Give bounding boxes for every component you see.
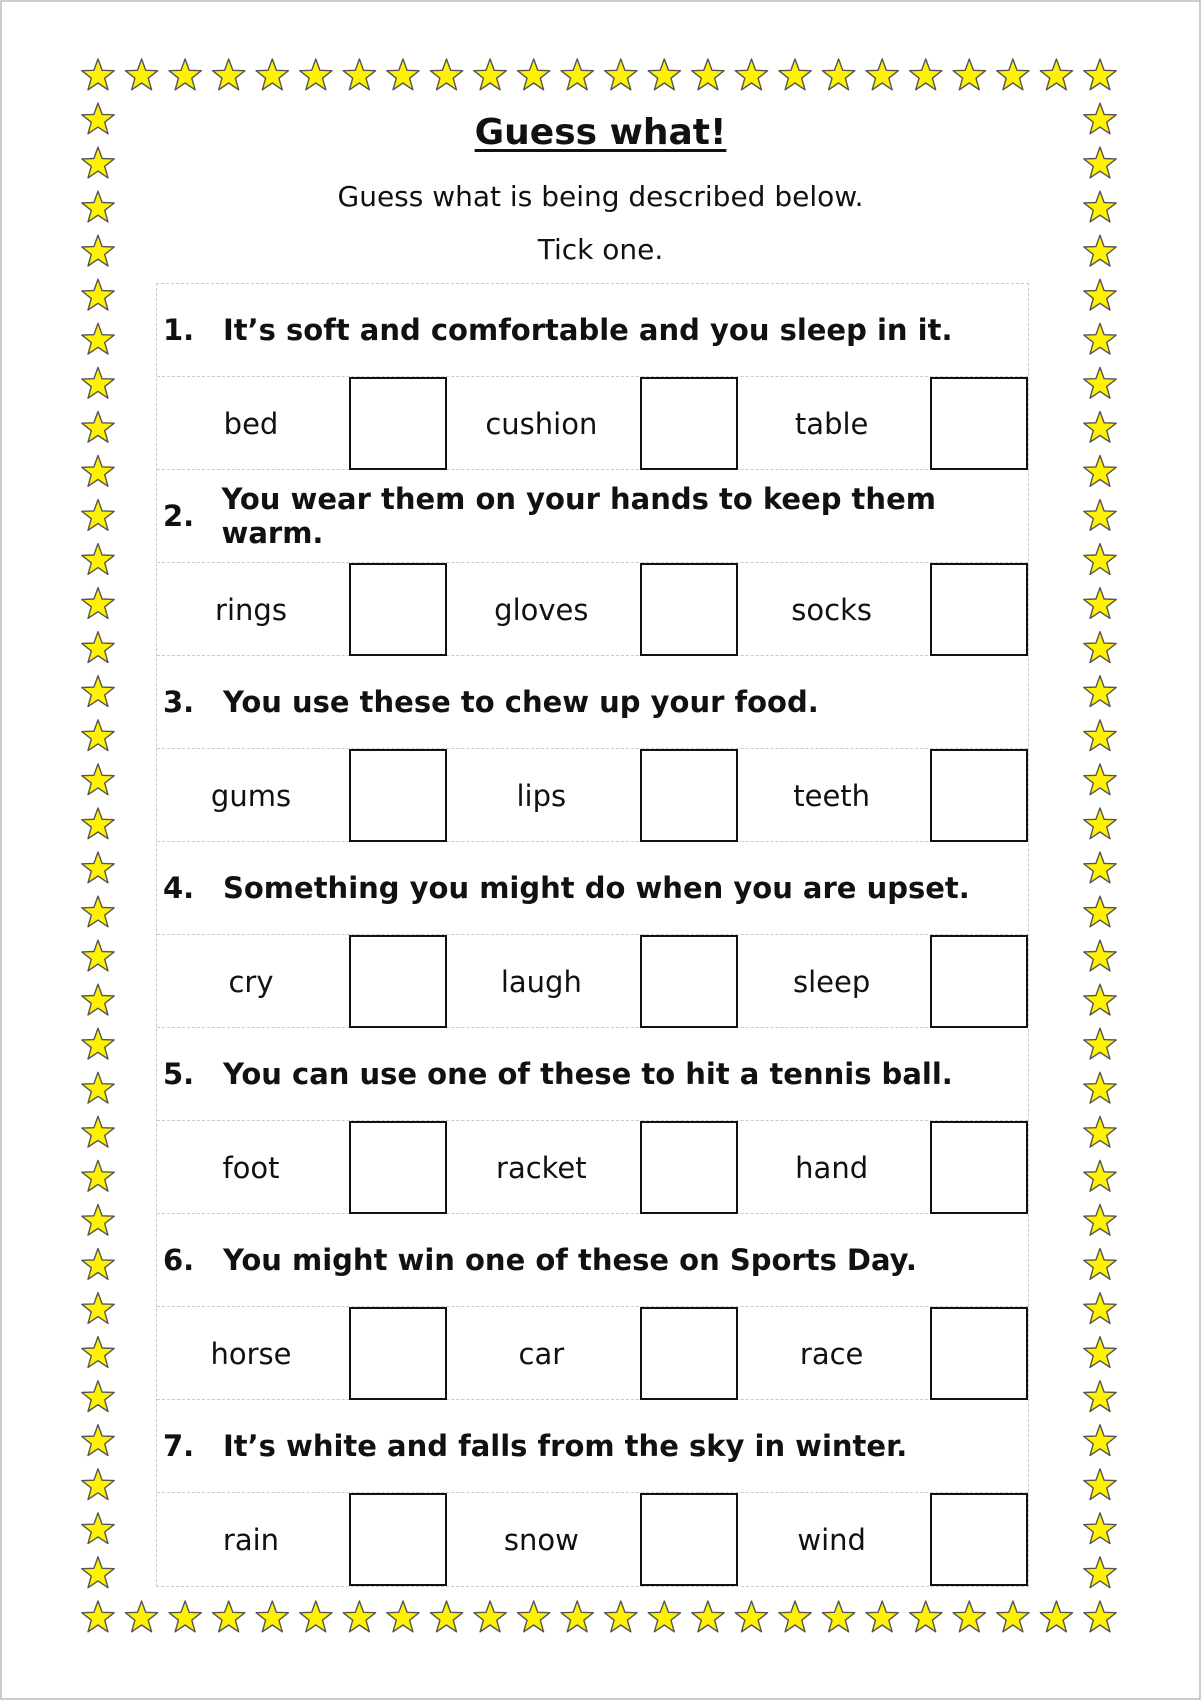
star-icon <box>692 1601 724 1632</box>
star-icon <box>1084 544 1116 575</box>
star-icon <box>953 59 985 90</box>
checkbox-icon[interactable] <box>640 1307 738 1400</box>
checkbox-icon[interactable] <box>349 563 447 656</box>
star-icon <box>82 1160 114 1191</box>
question-text: You might win one of these on Sports Day. <box>223 1243 917 1277</box>
question-number: 7. <box>163 1429 195 1463</box>
option-label: rings <box>215 592 287 627</box>
question-row <box>157 284 1028 377</box>
star-icon <box>1084 1513 1116 1544</box>
question-text: You use these to chew up your food. <box>223 685 819 719</box>
star-icon <box>1084 1557 1116 1588</box>
star-icon <box>82 544 114 575</box>
star-icon <box>822 1601 854 1632</box>
checkbox-icon[interactable] <box>930 749 1028 842</box>
star-icon <box>997 1601 1029 1632</box>
question-number: 1. <box>163 313 195 347</box>
question-row <box>157 842 1028 935</box>
option-cell <box>157 377 447 470</box>
star-icon <box>1084 412 1116 443</box>
option-cell <box>738 377 1028 470</box>
option-cell <box>157 563 447 656</box>
option-cell <box>447 1121 737 1214</box>
star-icon <box>1084 1072 1116 1103</box>
question-number: 3. <box>163 685 195 719</box>
option-label: race <box>799 1336 864 1371</box>
checkbox-icon[interactable] <box>349 377 447 470</box>
star-icon <box>648 59 680 90</box>
star-icon <box>82 1249 114 1280</box>
star-icon <box>300 59 332 90</box>
star-icon <box>82 852 114 883</box>
star-icon <box>82 1293 114 1324</box>
checkbox-icon[interactable] <box>349 1121 447 1214</box>
star-icon <box>1084 59 1116 90</box>
star-icon <box>648 1601 680 1632</box>
star-icon <box>213 59 245 90</box>
star-icon <box>779 59 811 90</box>
option-label: laugh <box>500 964 582 999</box>
star-icon <box>692 59 724 90</box>
star-icon <box>1084 1160 1116 1191</box>
star-icon <box>82 632 114 663</box>
checkbox-icon[interactable] <box>640 1493 738 1586</box>
star-icon <box>1084 1293 1116 1324</box>
star-icon <box>256 59 288 90</box>
star-icon <box>82 1513 114 1544</box>
star-icon <box>474 59 506 90</box>
option-cell <box>157 1307 447 1400</box>
worksheet-title: Guess what! <box>474 112 727 153</box>
option-label: rain <box>222 1522 280 1557</box>
question-row <box>157 1214 1028 1307</box>
checkbox-icon[interactable] <box>930 1493 1028 1586</box>
question-row <box>157 1400 1028 1493</box>
option-label: gums <box>210 778 292 813</box>
question-text: It’s white and falls from the sky in winter. <box>223 1429 908 1463</box>
star-icon <box>169 59 201 90</box>
option-cell <box>447 1493 737 1586</box>
option-label: bed <box>223 406 279 441</box>
question-text: It’s soft and comfortable and you sleep in it. <box>223 313 953 347</box>
star-icon <box>82 1072 114 1103</box>
checkbox-icon[interactable] <box>930 377 1028 470</box>
star-icon <box>779 1601 811 1632</box>
option-label: car <box>518 1336 565 1371</box>
star-icon <box>430 59 462 90</box>
star-icon <box>82 940 114 971</box>
star-icon <box>1084 852 1116 883</box>
star-icon <box>1084 720 1116 751</box>
star-icon <box>300 1601 332 1632</box>
star-icon <box>169 1601 201 1632</box>
option-cell <box>738 1121 1028 1214</box>
option-cell <box>157 935 447 1028</box>
star-icon <box>82 500 114 531</box>
star-icon <box>82 1337 114 1368</box>
option-cell <box>738 935 1028 1028</box>
star-icon <box>82 1557 114 1588</box>
star-icon <box>735 59 767 90</box>
star-icon <box>343 59 375 90</box>
checkbox-icon[interactable] <box>930 563 1028 656</box>
star-icon <box>1084 1205 1116 1236</box>
star-icon <box>1084 1601 1116 1632</box>
star-icon <box>430 1601 462 1632</box>
star-icon <box>866 1601 898 1632</box>
checkbox-icon[interactable] <box>640 377 738 470</box>
checkbox-icon[interactable] <box>349 749 447 842</box>
options-row <box>157 1307 1028 1400</box>
star-icon <box>82 367 114 398</box>
option-label: cry <box>228 964 274 999</box>
option-cell <box>738 749 1028 842</box>
star-icon <box>1084 676 1116 707</box>
star-icon <box>1084 1381 1116 1412</box>
star-icon <box>82 984 114 1015</box>
star-icon <box>1084 896 1116 927</box>
question-row <box>157 656 1028 749</box>
option-label: sleep <box>793 964 871 999</box>
option-cell <box>447 1307 737 1400</box>
star-icon <box>387 1601 419 1632</box>
star-icon <box>82 1028 114 1059</box>
star-icon <box>822 59 854 90</box>
options-row <box>157 1493 1028 1586</box>
question-text: Something you might do when you are upset. <box>223 871 970 905</box>
option-cell <box>157 749 447 842</box>
star-icon <box>1084 984 1116 1015</box>
star-icon <box>605 59 637 90</box>
option-cell <box>447 563 737 656</box>
star-icon <box>82 456 114 487</box>
star-icon <box>213 1601 245 1632</box>
checkbox-icon[interactable] <box>930 1307 1028 1400</box>
options-row <box>157 563 1028 656</box>
star-icon <box>82 1425 114 1456</box>
star-icon <box>82 1205 114 1236</box>
star-icon <box>82 1116 114 1147</box>
question-text: You wear them on your hands to keep them warm. <box>221 482 936 550</box>
question-number: 4. <box>163 871 195 905</box>
option-label: hand <box>795 1150 869 1185</box>
question-row <box>157 1028 1028 1121</box>
option-label: wind <box>797 1522 866 1557</box>
option-cell <box>447 935 737 1028</box>
question-grid <box>156 283 1029 1587</box>
star-icon <box>1084 1337 1116 1368</box>
star-icon <box>82 323 114 354</box>
star-icon <box>1040 59 1072 90</box>
options-row <box>157 377 1028 470</box>
star-icon <box>1084 808 1116 839</box>
star-icon <box>518 1601 550 1632</box>
option-cell <box>447 749 737 842</box>
star-icon <box>561 1601 593 1632</box>
star-icon <box>1084 1116 1116 1147</box>
star-icon <box>82 676 114 707</box>
option-cell <box>738 1307 1028 1400</box>
star-icon <box>474 1601 506 1632</box>
checkbox-icon[interactable] <box>640 935 738 1028</box>
star-icon <box>82 720 114 751</box>
option-label: racket <box>496 1150 587 1185</box>
star-icon <box>1084 1469 1116 1500</box>
option-label: snow <box>503 1522 579 1557</box>
instruction-line-1: Guess what is being described below. <box>337 180 864 213</box>
star-icon <box>82 588 114 619</box>
checkbox-icon[interactable] <box>349 1493 447 1586</box>
options-row <box>157 749 1028 842</box>
option-label: socks <box>791 592 872 627</box>
star-icon <box>953 1601 985 1632</box>
star-icon <box>1084 456 1116 487</box>
star-icon <box>343 1601 375 1632</box>
star-icon <box>1084 764 1116 795</box>
star-icon <box>1084 588 1116 619</box>
option-cell <box>738 563 1028 656</box>
question-text: You can use one of these to hit a tennis ball. <box>223 1057 953 1091</box>
checkbox-icon[interactable] <box>930 1121 1028 1214</box>
star-icon <box>1084 1249 1116 1280</box>
option-label: teeth <box>793 778 871 813</box>
instruction-line-2: Tick one. <box>537 233 664 266</box>
star-icon <box>82 1469 114 1500</box>
star-icon <box>561 59 593 90</box>
option-label: horse <box>210 1336 292 1371</box>
star-icon <box>605 1601 637 1632</box>
star-icon <box>1084 940 1116 971</box>
option-cell <box>738 1493 1028 1586</box>
options-row <box>157 1121 1028 1214</box>
option-cell <box>157 1121 447 1214</box>
star-icon <box>735 1601 767 1632</box>
question-row <box>157 470 1028 563</box>
question-number: 2. <box>163 499 195 533</box>
checkbox-icon[interactable] <box>640 1121 738 1214</box>
star-icon <box>82 412 114 443</box>
star-icon <box>1040 1601 1072 1632</box>
star-icon <box>387 59 419 90</box>
option-cell <box>157 1493 447 1586</box>
checkbox-icon[interactable] <box>640 749 738 842</box>
checkbox-icon[interactable] <box>349 935 447 1028</box>
checkbox-icon[interactable] <box>930 935 1028 1028</box>
star-icon <box>82 1381 114 1412</box>
star-icon <box>1084 279 1116 310</box>
options-row <box>157 935 1028 1028</box>
star-icon <box>1084 1028 1116 1059</box>
star-icon <box>518 59 550 90</box>
star-icon <box>1084 632 1116 663</box>
star-icon <box>125 59 157 90</box>
star-icon <box>997 59 1029 90</box>
star-icon <box>1084 367 1116 398</box>
option-label: cushion <box>485 406 598 441</box>
option-label: foot <box>222 1150 280 1185</box>
star-icon <box>1084 323 1116 354</box>
option-label: lips <box>516 778 567 813</box>
star-icon <box>82 59 114 90</box>
star-icon <box>82 808 114 839</box>
question-number: 6. <box>163 1243 195 1277</box>
question-number: 5. <box>163 1057 195 1091</box>
star-icon <box>82 1601 114 1632</box>
checkbox-icon[interactable] <box>349 1307 447 1400</box>
star-icon <box>910 1601 942 1632</box>
checkbox-icon[interactable] <box>640 563 738 656</box>
star-icon <box>82 896 114 927</box>
option-label: gloves <box>494 592 589 627</box>
star-icon <box>82 764 114 795</box>
star-icon <box>1084 1425 1116 1456</box>
star-icon <box>910 59 942 90</box>
option-label: table <box>794 406 869 441</box>
star-icon <box>125 1601 157 1632</box>
star-icon <box>256 1601 288 1632</box>
option-cell <box>447 377 737 470</box>
star-icon <box>1084 500 1116 531</box>
star-icon <box>866 59 898 90</box>
star-icon <box>82 279 114 310</box>
